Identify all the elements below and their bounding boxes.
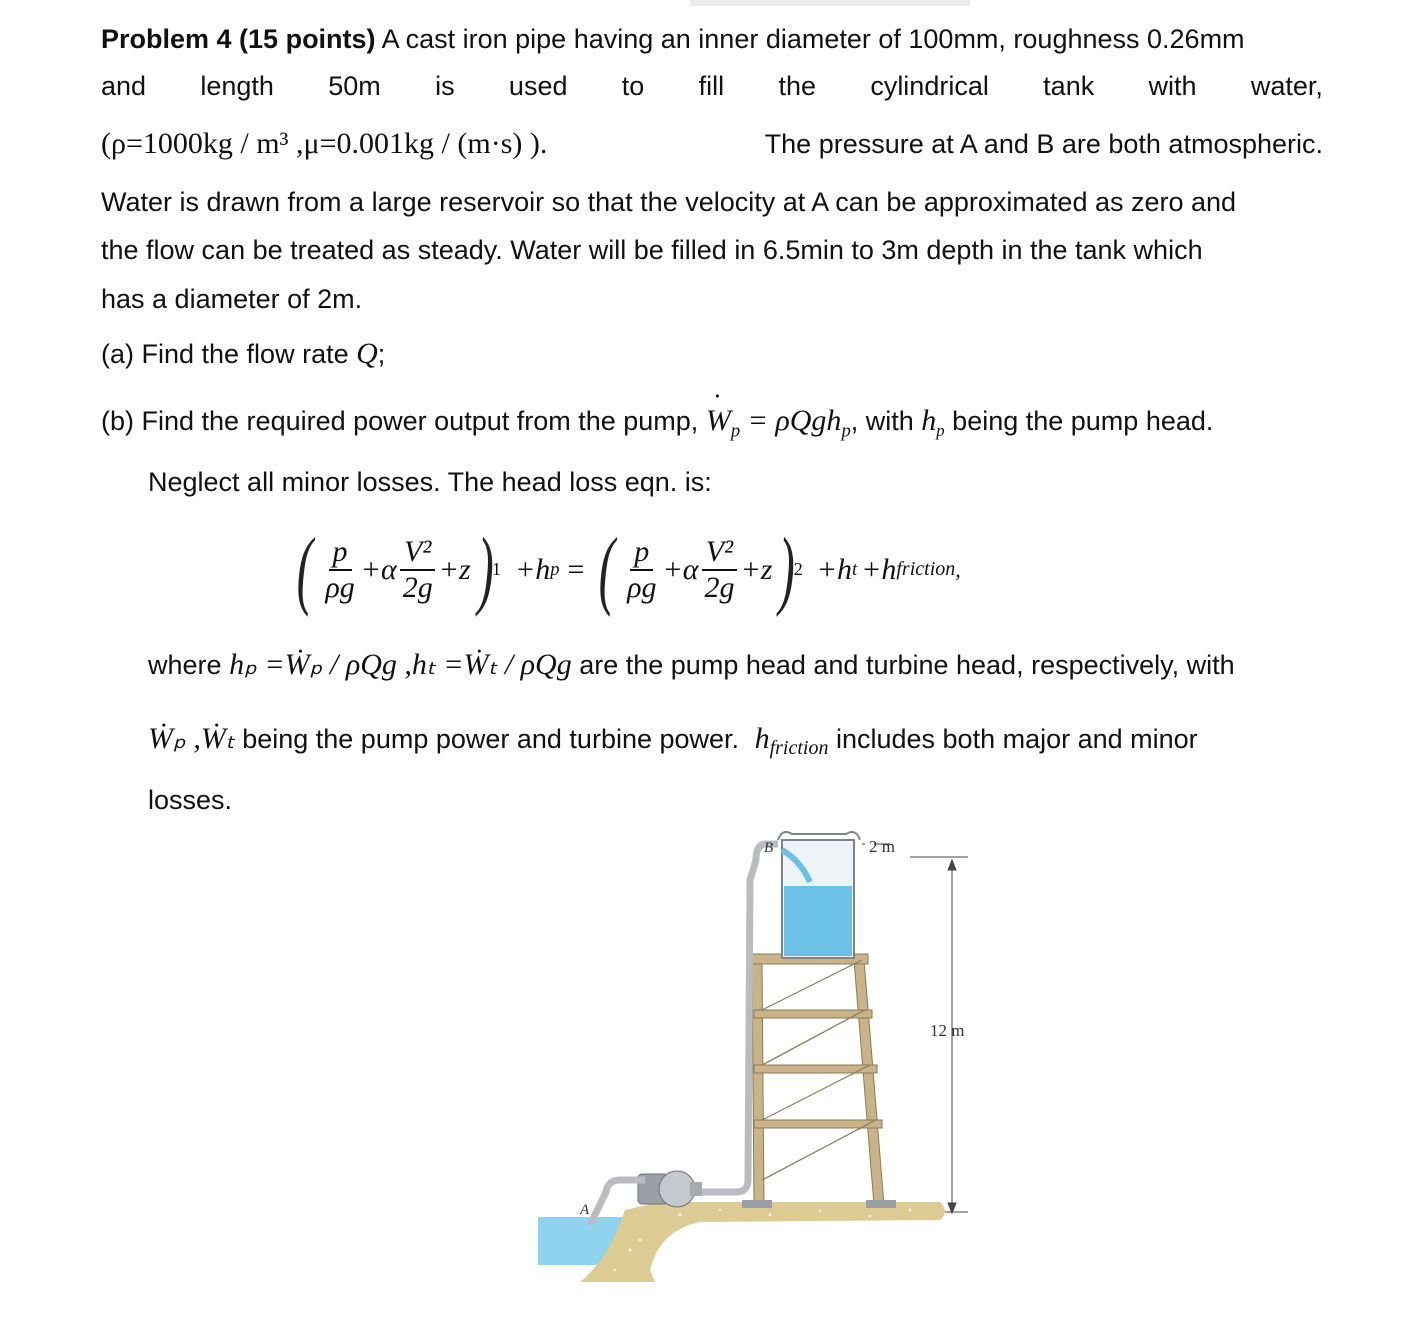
- eq-2g-1: 2g: [402, 570, 433, 604]
- eq-hp: +h: [514, 552, 551, 586]
- eq-hf: +h: [861, 552, 897, 586]
- eq-p2: p: [630, 535, 653, 571]
- eq-z2: +z: [740, 552, 773, 586]
- problem-line-5: the flow can be treated as steady. Water will be filled in 6.5min to 3m depth in the tank which: [101, 235, 1203, 265]
- tower: [748, 954, 884, 1205]
- left-paren-2: (: [598, 520, 615, 618]
- where-math: hₚ =Ẇₚ / ρQg ,hₜ =Ẇₜ / ρQg: [229, 648, 572, 681]
- part-b: [101, 404, 1213, 449]
- problem-line-3-text: The pressure at A and B are both atmospheric.: [764, 129, 1323, 159]
- eq-alpha2: +α: [662, 552, 699, 586]
- line2-word: cylindrical: [870, 71, 989, 101]
- eq-state-1: 1: [491, 559, 501, 579]
- label-A: A: [580, 1202, 590, 1218]
- eq-v2-1: V²: [400, 535, 435, 571]
- pump-power-rhs: = ρQgh: [747, 404, 842, 437]
- powers-math: Ẇₚ ,Ẇₜ: [148, 722, 235, 755]
- eq-state-2: 2: [793, 559, 803, 579]
- line2-word: length: [200, 71, 274, 101]
- line2-word: is: [435, 71, 455, 101]
- part-a: [101, 337, 385, 371]
- part-a-end: ;: [377, 339, 386, 369]
- eq-p1: p: [329, 535, 352, 571]
- hfriction-sub: friction: [769, 737, 829, 759]
- line2-word: fill: [698, 71, 725, 101]
- pump-head-sub: p: [936, 420, 945, 440]
- left-paren-1: (: [296, 520, 313, 618]
- where-line: [148, 648, 1235, 682]
- tank-tower-figure: [520, 820, 990, 1300]
- dim-height-label: 12 m: [930, 1021, 965, 1040]
- line2-word: the: [778, 71, 816, 101]
- powers-rest: being the pump power and turbine power.: [242, 724, 740, 754]
- powers-line: [148, 722, 1198, 765]
- problem-line-2: [101, 69, 1323, 103]
- label-B: B: [764, 840, 774, 856]
- pump-power-sub: p: [730, 420, 741, 442]
- energy-equation: [290, 512, 1090, 627]
- pump-power-rhs-sub: p: [841, 420, 851, 442]
- line2-word: to: [621, 71, 645, 101]
- line2-word: used: [508, 71, 568, 101]
- right-paren-2: ): [778, 520, 796, 618]
- line2-word: water,: [1250, 71, 1323, 101]
- pump-power-symbol: ˙ W: [706, 404, 731, 438]
- line2-word: with: [1148, 71, 1197, 101]
- eq-equals: =: [565, 552, 586, 586]
- part-b-with: , with: [850, 406, 914, 436]
- hfriction-symbol: h: [754, 722, 770, 755]
- eq-hf-sub: friction: [896, 558, 956, 580]
- eq-hp-sub: p: [550, 558, 560, 580]
- dim-top-label: 2 m: [869, 837, 895, 856]
- problem-line-3: [101, 127, 1323, 161]
- line2-word: tank: [1043, 71, 1095, 101]
- problem-line-4: Water is drawn from a large reservoir so that the velocity at A can be approximated as zero and: [101, 187, 1237, 217]
- where-rest: are the pump head and turbine head, respectively, with: [579, 650, 1235, 680]
- problem-line-6: has a diameter of 2m.: [101, 284, 363, 314]
- includes-text: includes both major and minor: [835, 724, 1198, 754]
- part-b-being: being the pump head.: [952, 406, 1214, 436]
- pump-head-symbol: h: [921, 404, 937, 437]
- eq-ht: +h: [816, 552, 852, 586]
- flow-rate-symbol: Q: [356, 337, 378, 370]
- eq-rhog2: ρg: [627, 570, 657, 604]
- eq-comma: ,: [955, 556, 961, 582]
- eq-z1: +z: [438, 552, 471, 586]
- where-lead: where: [148, 650, 222, 680]
- fluid-properties: (ρ=1000kg / m³ ,μ=0.001kg / (m·s) ).: [101, 127, 548, 160]
- part-b-label: (b) Find the required power output from the pump,: [101, 406, 699, 436]
- eq-2g-2: 2g: [704, 570, 735, 604]
- eq-rhog1: ρg: [325, 570, 355, 604]
- eq-alpha1: +α: [360, 552, 397, 586]
- problem-line-1: [101, 22, 1323, 56]
- right-paren-1: ): [477, 520, 494, 618]
- problem-heading: Problem 4 (15 points): [101, 24, 376, 54]
- losses-text: losses.: [148, 785, 233, 815]
- tank-water: [784, 886, 852, 956]
- ground: [580, 1202, 945, 1282]
- line2-word: 50m: [328, 71, 381, 101]
- neglect-text: Neglect all minor losses. The head loss eqn. is:: [148, 467, 712, 497]
- problem-line-1-text: A cast iron pipe having an inner diameter of 100mm, roughness 0.26mm: [381, 24, 1245, 54]
- eq-ht-sub: t: [851, 558, 858, 580]
- eq-v2-2: V²: [702, 535, 737, 571]
- line2-word: and: [101, 71, 147, 101]
- part-a-label: (a) Find the flow rate: [101, 339, 349, 369]
- top-bar: [690, 0, 970, 6]
- pump: [638, 1171, 702, 1207]
